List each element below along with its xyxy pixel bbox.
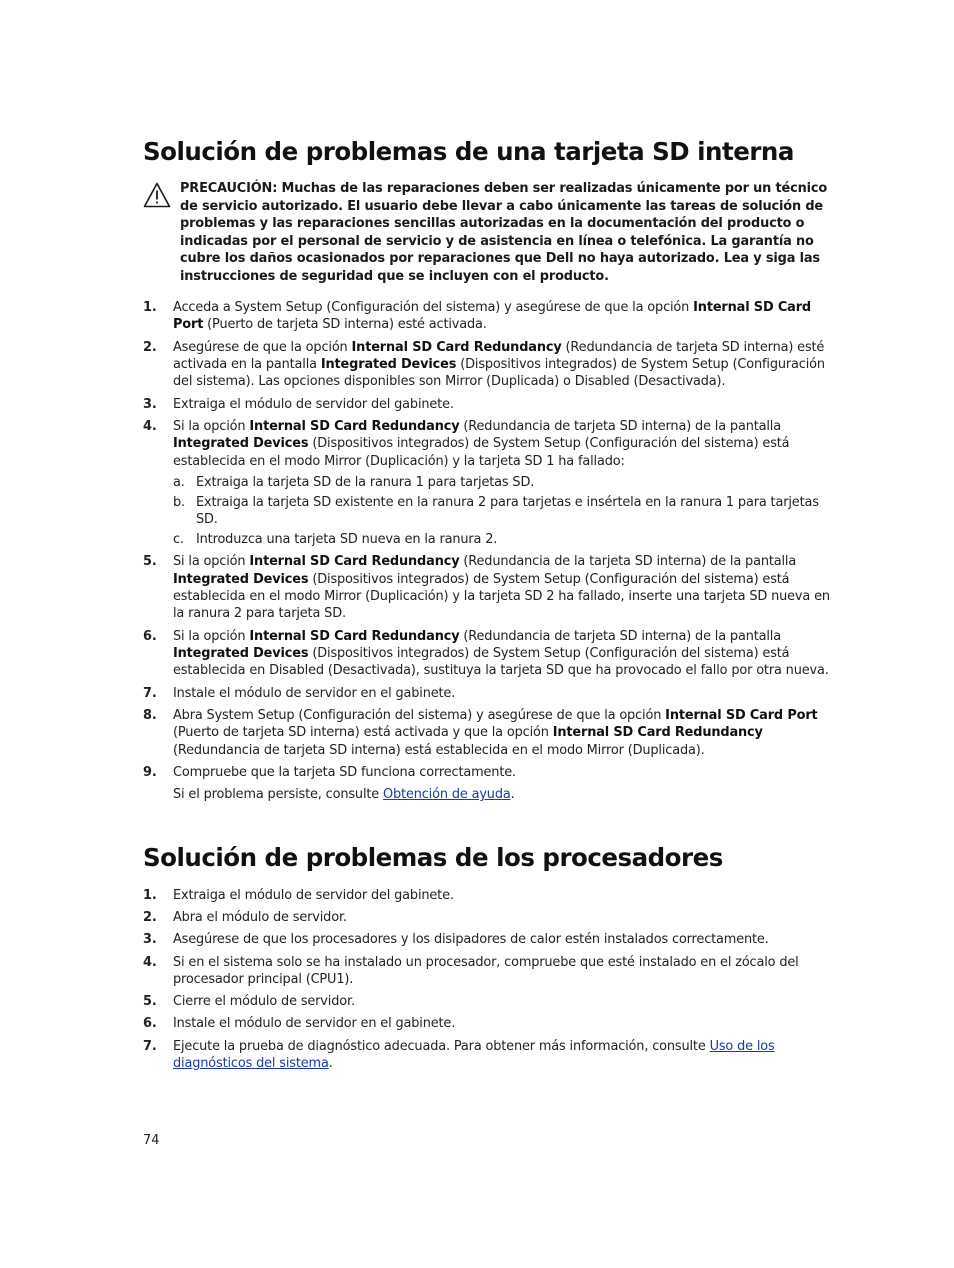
step-item: [143, 339, 843, 391]
substep-letter: a.: [173, 475, 185, 491]
step-number: 5.: [143, 554, 157, 570]
option-name: Internal SD Card Redundancy: [249, 554, 460, 570]
step-text: Instale el módulo de servidor en el gabinete.: [173, 1016, 456, 1032]
step-item: [143, 909, 843, 926]
step-text: (Dispositivos integrados) de System Setup (Configuración del sistema). Las opciones disponibles son Mirror (Duplicada) o Disabled (Desactivada).: [173, 357, 825, 390]
step-item: [143, 954, 843, 989]
option-name: Internal SD Card Redundancy: [552, 725, 763, 741]
step-text: Si la opción: [173, 554, 250, 570]
step-text: (Redundancia de tarjeta SD interna) de la pantalla: [459, 418, 781, 434]
step-text: (Redundancia de tarjeta SD interna) de la pantalla: [459, 628, 781, 644]
step-item: [143, 628, 843, 680]
step-text: Si la opción: [173, 628, 250, 644]
link-uso-de-los-diagnosticos[interactable]: Uso de los diagnósticos del sistema: [173, 1038, 775, 1072]
caution-triangle-icon: [143, 182, 171, 208]
step-text: (Dispositivos integrados) de System Setup (Configuración del sistema) está establecida en el modo Mirror (Duplicación) y la tarjeta SD 1 ha fallado:: [173, 436, 790, 469]
step-text: (Redundancia de tarjeta SD interna) está establecida en el modo Mirror (Duplicada).: [173, 742, 705, 758]
step-text: Compruebe que la tarjeta SD funciona correctamente.: [173, 764, 516, 780]
substep-item: [173, 494, 843, 529]
step-text: Si la opción: [173, 418, 250, 434]
substep-text: Extraiga la tarjeta SD existente en la ranura 2 para tarjetas e insértela en la ranura 1 para tarjetas SD.: [196, 494, 819, 528]
step-text: (Dispositivos integrados) de System Setup (Configuración del sistema) está establecida en Disabled (Desactivada), sustituya la tarjeta SD que ha provocado el fallo por otra nueva.: [173, 646, 829, 679]
step-text: Abra System Setup (Configuración del sistema) y asegúrese de que la opción: [173, 707, 666, 723]
screen-name: Integrated Devices: [320, 357, 457, 373]
substep-letter: c.: [173, 532, 184, 548]
step-number: 5.: [143, 994, 157, 1010]
step-number: 2.: [143, 910, 157, 926]
step-item: [143, 1038, 843, 1073]
step-number: 3.: [143, 396, 157, 412]
step-item: [143, 418, 843, 549]
step-text: Extraiga el módulo de servidor del gabinete.: [173, 888, 454, 903]
step-number: 6.: [143, 628, 157, 644]
step-number: 7.: [143, 1038, 157, 1054]
step-text: Ejecute la prueba de diagnóstico adecuada. Para obtener más información, consulte: [173, 1038, 710, 1054]
step-number: 1.: [143, 300, 157, 315]
step-item: [143, 887, 843, 904]
step-text: Abra el módulo de servidor.: [173, 910, 347, 926]
step-text: Si en el sistema solo se ha instalado un procesador, compruebe que esté instalado en el zócalo del procesador principal (CPU1).: [173, 954, 799, 988]
option-name: Internal SD Card Redundancy: [351, 339, 562, 355]
step-text: .: [328, 1056, 333, 1072]
step-number: 9.: [143, 764, 157, 780]
step-number: 1.: [143, 888, 157, 903]
screen-name: Integrated Devices: [173, 646, 309, 662]
step-number: 8.: [143, 707, 157, 723]
step-item: [143, 993, 843, 1010]
link-obtencion-de-ayuda[interactable]: Obtención de ayuda: [383, 787, 511, 803]
step-number: 4.: [143, 418, 157, 434]
step-item: [143, 299, 843, 334]
step-text: Asegúrese de que la opción: [173, 339, 352, 355]
step-item: [143, 707, 843, 759]
substep-item: [173, 531, 843, 548]
substep-text: Introduzca una tarjeta SD nueva en la ranura 2.: [196, 532, 498, 548]
step-item: [143, 553, 843, 623]
section-title-processors: Solución de problemas de los procesadores: [143, 843, 723, 872]
section-title-sd-card: Solución de problemas de una tarjeta SD interna: [143, 137, 794, 166]
substep-item: [173, 474, 843, 491]
step-item: [143, 396, 843, 413]
note-text: Si el problema persiste, consulte: [173, 787, 384, 803]
option-name: Internal SD Card Port: [665, 707, 818, 723]
processor-steps-list: [143, 887, 843, 1077]
page-number: 74: [143, 1133, 160, 1148]
step-item: [143, 931, 843, 948]
substep-letter: b.: [173, 494, 185, 510]
step-text: Instale el módulo de servidor en el gabinete.: [173, 685, 456, 701]
option-name: Internal SD Card Port: [173, 300, 811, 333]
option-name: Internal SD Card Redundancy: [249, 628, 460, 644]
note-text: .: [510, 787, 515, 803]
step-number: 2.: [143, 339, 157, 355]
step-item: [143, 1015, 843, 1032]
step-item: [143, 685, 843, 702]
step-text: (Redundancia de tarjeta SD interna) esté activada en la pantalla: [173, 339, 825, 373]
step-text: (Dispositivos integrados) de System Setup (Configuración del sistema) está establecida en el modo Mirror (Duplicación) y la tarjeta SD 2 ha fallado, inserte una tarjeta SD nueva en la ranura 2 para tarjeta SD.: [173, 571, 830, 622]
substeps-list: [173, 474, 843, 548]
caution-text: PRECAUCIÓN: Muchas de las reparaciones deben ser realizadas únicamente por un técnico de servicio autorizado. El usuario debe llevar a cabo únicamente las tareas de solución de problemas y las reparaciones sencillas autorizadas en la documentación del producto o indicadas por el personal de servicio y de asistencia en línea o telefónica. La garantía no cubre los daños ocasionados por reparaciones que Dell no haya autorizado. Lea y siga las instrucciones de seguridad que se incluyen con el producto.: [180, 181, 828, 284]
step-text: Extraiga el módulo de servidor del gabinete.: [173, 396, 454, 412]
substep-text: Extraiga la tarjeta SD de la ranura 1 para tarjetas SD.: [196, 475, 535, 491]
screen-name: Integrated Devices: [173, 571, 309, 587]
screen-name: Integrated Devices: [173, 436, 309, 452]
step-number: 3.: [143, 932, 157, 948]
step-text: (Redundancia de la tarjeta SD interna) de la pantalla: [459, 554, 797, 570]
sd-card-steps-list: [143, 299, 843, 809]
step-number: 7.: [143, 685, 157, 701]
step-item: [143, 764, 843, 804]
step-text: Asegúrese de que los procesadores y los disipadores de calor estén instalados correctamente.: [173, 932, 769, 948]
step-text: Cierre el módulo de servidor.: [173, 994, 355, 1010]
option-name: Internal SD Card Redundancy: [249, 418, 460, 434]
step-number: 4.: [143, 954, 157, 970]
step-text: Acceda a System Setup (Configuración del sistema) y asegúrese de que la opción: [173, 300, 694, 315]
step-note: [173, 786, 843, 803]
step-number: 6.: [143, 1016, 157, 1032]
step-text: (Puerto de tarjeta SD interna) está activada y que la opción: [173, 725, 553, 741]
step-text: (Puerto de tarjeta SD interna) esté activada.: [203, 317, 487, 333]
